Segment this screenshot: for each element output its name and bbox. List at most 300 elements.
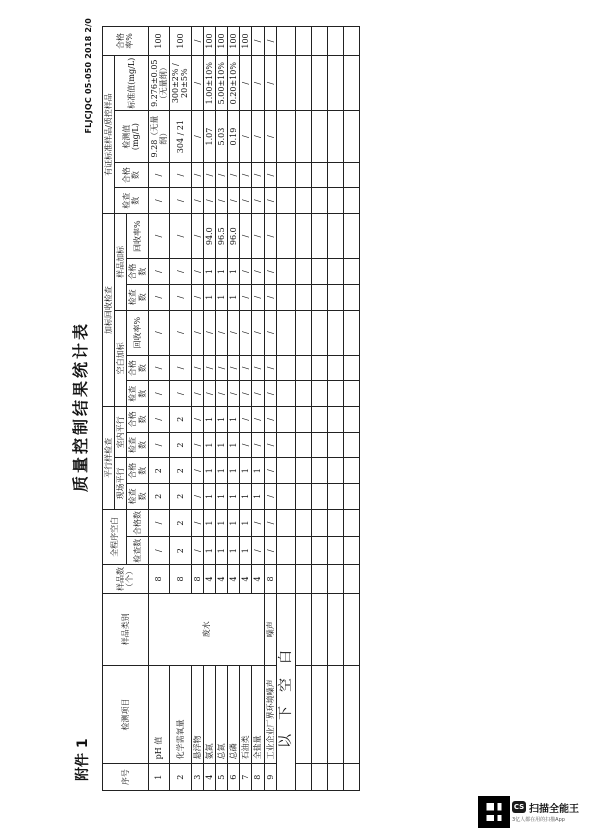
cell-bs-ok: / bbox=[252, 355, 264, 381]
cell-measured: / bbox=[240, 111, 252, 162]
cell-ss-rec: / bbox=[264, 214, 276, 259]
cell-ss-chk: / bbox=[191, 284, 203, 310]
empty-cell bbox=[276, 310, 295, 355]
cell-seq: 7 bbox=[240, 764, 252, 791]
empty-cell bbox=[276, 55, 295, 110]
empty-cell bbox=[343, 565, 359, 594]
empty-cell bbox=[343, 214, 359, 259]
cell-ss-rec: / bbox=[240, 214, 252, 259]
cell-b-ok: / bbox=[252, 509, 264, 537]
cell-std-chk: / bbox=[252, 188, 264, 214]
col-fp-chk: 检查数 bbox=[127, 484, 148, 510]
watermark-logo bbox=[478, 796, 593, 832]
cell-b-chk: / bbox=[264, 537, 276, 565]
cell-ss-chk: / bbox=[170, 284, 191, 310]
attachment-label: 附件 1 bbox=[75, 738, 91, 781]
col-ss-rec: 回收率% bbox=[127, 214, 148, 259]
cell-std-ok: / bbox=[240, 162, 252, 188]
cell-seq: 8 bbox=[252, 764, 264, 791]
cell-standard: 9.276±0.05（无量纲） bbox=[148, 55, 169, 110]
empty-cell bbox=[311, 509, 327, 537]
empty-cell bbox=[343, 665, 359, 764]
empty-cell bbox=[327, 162, 343, 188]
cell-samples: 4 bbox=[203, 565, 215, 594]
cell-seq: 6 bbox=[228, 764, 240, 791]
cell-rate: 100 bbox=[203, 27, 215, 56]
table-row bbox=[170, 27, 191, 791]
cell-ss-ok: 1 bbox=[203, 259, 215, 285]
col-std-qualified: 合格数 bbox=[115, 162, 149, 188]
empty-cell bbox=[327, 188, 343, 214]
cell-ss-rec: / bbox=[148, 214, 169, 259]
empty-cell bbox=[295, 665, 311, 764]
cell-fp-ok: 1 bbox=[252, 458, 264, 484]
cell-b-ok: 1 bbox=[215, 509, 227, 537]
cell-item: 总氮 bbox=[215, 665, 227, 764]
empty-cell bbox=[311, 381, 327, 407]
empty-cell bbox=[311, 214, 327, 259]
empty-cell bbox=[327, 284, 343, 310]
cell-fp-chk: 1 bbox=[252, 484, 264, 510]
cell-seq: 5 bbox=[215, 764, 227, 791]
cell-bs-ok: / bbox=[170, 355, 191, 381]
page-title: 质量控制结果统计表 bbox=[71, 321, 90, 493]
cell-rate: / bbox=[252, 27, 264, 56]
col-b-chk: 检查数 bbox=[127, 537, 148, 565]
cell-standard: 5.00±10% bbox=[215, 55, 227, 110]
col-item: 检测项目 bbox=[103, 665, 149, 764]
col-field-parallel: 现场平行 bbox=[115, 458, 127, 509]
cell-bs-chk: / bbox=[203, 381, 215, 407]
empty-cell bbox=[276, 214, 295, 259]
col-std-group: 有证标准样品/质控样品 bbox=[103, 55, 115, 213]
cell-fp-chk: / bbox=[264, 484, 276, 510]
empty-cell bbox=[295, 537, 311, 565]
cell-measured: 5.03 bbox=[215, 111, 227, 162]
cell-measured: 1.07 bbox=[203, 111, 215, 162]
cell-fp-ok: / bbox=[191, 458, 203, 484]
empty-cell bbox=[327, 484, 343, 510]
cell-fp-ok: 2 bbox=[148, 458, 169, 484]
col-bs-ok: 合格数 bbox=[127, 355, 148, 381]
cell-lp-chk: / bbox=[252, 432, 264, 458]
cell-rate: 100 bbox=[228, 27, 240, 56]
cell-b-chk: 2 bbox=[170, 537, 191, 565]
cell-item: 总磷 bbox=[228, 665, 240, 764]
cell-bs-rec: / bbox=[148, 310, 169, 355]
col-lp-chk: 检查数 bbox=[127, 432, 148, 458]
cell-lp-ok: 2 bbox=[170, 407, 191, 433]
col-lab-parallel: 室内平行 bbox=[115, 407, 127, 458]
empty-cell bbox=[311, 310, 327, 355]
empty-cell bbox=[343, 432, 359, 458]
cell-bs-rec: / bbox=[228, 310, 240, 355]
empty-cell bbox=[295, 432, 311, 458]
cell-measured: 9.28（无量纲） bbox=[148, 111, 169, 162]
cell-standard: / bbox=[264, 55, 276, 110]
cell-standard: 1.00±10% bbox=[203, 55, 215, 110]
cell-bs-rec: / bbox=[170, 310, 191, 355]
cell-std-ok: / bbox=[148, 162, 169, 188]
cell-rate: / bbox=[191, 27, 203, 56]
empty-cell bbox=[276, 381, 295, 407]
col-b-ok: 合格数 bbox=[127, 509, 148, 537]
cell-b-ok: / bbox=[191, 509, 203, 537]
empty-cell bbox=[295, 407, 311, 433]
empty-cell bbox=[327, 55, 343, 110]
empty-cell bbox=[343, 355, 359, 381]
cell-lp-ok: / bbox=[264, 407, 276, 433]
empty-cell bbox=[276, 509, 295, 537]
cell-b-chk: 1 bbox=[215, 537, 227, 565]
empty-cell bbox=[311, 764, 327, 791]
empty-cell bbox=[276, 111, 295, 162]
empty-cell bbox=[276, 188, 295, 214]
empty-cell bbox=[295, 458, 311, 484]
cell-lp-chk: 1 bbox=[228, 432, 240, 458]
empty-cell bbox=[327, 259, 343, 285]
empty-cell bbox=[343, 284, 359, 310]
empty-row bbox=[311, 27, 327, 791]
cell-ss-chk: / bbox=[252, 284, 264, 310]
cell-ss-ok: 1 bbox=[215, 259, 227, 285]
cell-samples: 8 bbox=[170, 565, 191, 594]
empty-cell bbox=[343, 593, 359, 665]
table-row bbox=[191, 27, 203, 791]
cell-fp-ok: 1 bbox=[203, 458, 215, 484]
cell-std-ok: / bbox=[228, 162, 240, 188]
empty-cell bbox=[343, 55, 359, 110]
table-row bbox=[252, 27, 264, 791]
empty-row bbox=[327, 27, 343, 791]
cell-standard: 300±2% / 20±5% bbox=[170, 55, 191, 110]
cell-seq: 3 bbox=[191, 764, 203, 791]
cell-b-chk: / bbox=[148, 537, 169, 565]
empty-cell bbox=[295, 284, 311, 310]
brand-name: 扫描全能王 bbox=[529, 804, 579, 815]
empty-cell bbox=[295, 55, 311, 110]
col-bs-rec: 回收率% bbox=[127, 310, 148, 355]
empty-cell bbox=[295, 111, 311, 162]
col-spike-group: 加标回收检查 bbox=[103, 214, 115, 407]
empty-cell bbox=[311, 162, 327, 188]
cell-item: 工业企业厂界环境噪声 bbox=[264, 665, 276, 764]
empty-cell bbox=[327, 111, 343, 162]
cell-standard: 0.20±10% bbox=[228, 55, 240, 110]
empty-cell bbox=[343, 407, 359, 433]
qc-statistics-table bbox=[102, 26, 360, 791]
col-lp-ok: 合格数 bbox=[127, 407, 148, 433]
cell-bs-chk: / bbox=[252, 381, 264, 407]
cell-rate: 100 bbox=[148, 27, 169, 56]
cell-b-chk: / bbox=[191, 537, 203, 565]
cell-bs-rec: / bbox=[252, 310, 264, 355]
col-std-checked: 检查数 bbox=[115, 188, 149, 214]
cell-fp-ok: 1 bbox=[215, 458, 227, 484]
cell-fp-ok: 2 bbox=[170, 458, 191, 484]
cell-fp-chk: 1 bbox=[228, 484, 240, 510]
cell-samples: 8 bbox=[191, 565, 203, 594]
cell-fp-ok: / bbox=[264, 458, 276, 484]
empty-cell bbox=[311, 55, 327, 110]
empty-cell bbox=[276, 458, 295, 484]
cell-samples: 4 bbox=[252, 565, 264, 594]
empty-cell bbox=[311, 665, 327, 764]
document-code: FLJCJQC 05-050 2018 2/0 bbox=[84, 18, 93, 134]
empty-cell bbox=[343, 27, 359, 56]
cell-bs-rec: / bbox=[264, 310, 276, 355]
cell-lp-chk: 1 bbox=[203, 432, 215, 458]
empty-cell bbox=[311, 111, 327, 162]
cell-samples: 4 bbox=[240, 565, 252, 594]
empty-cell bbox=[311, 259, 327, 285]
cell-ss-ok: / bbox=[252, 259, 264, 285]
cell-bs-chk: / bbox=[240, 381, 252, 407]
cell-fp-chk: 1 bbox=[203, 484, 215, 510]
empty-cell bbox=[276, 27, 295, 56]
cell-std-ok: / bbox=[170, 162, 191, 188]
cell-fp-chk: 1 bbox=[215, 484, 227, 510]
cell-fp-chk: 2 bbox=[170, 484, 191, 510]
empty-cell bbox=[327, 764, 343, 791]
empty-cell bbox=[295, 764, 311, 791]
empty-cell bbox=[295, 310, 311, 355]
empty-cell bbox=[311, 355, 327, 381]
col-category: 样品类别 bbox=[103, 593, 149, 665]
cell-measured: / bbox=[252, 111, 264, 162]
cell-measured: / bbox=[264, 111, 276, 162]
cell-std-chk: / bbox=[240, 188, 252, 214]
cell-rate: 100 bbox=[240, 27, 252, 56]
empty-cell bbox=[327, 509, 343, 537]
cell-bs-rec: / bbox=[215, 310, 227, 355]
cell-seq: 2 bbox=[170, 764, 191, 791]
cell-standard: / bbox=[191, 55, 203, 110]
empty-cell bbox=[311, 188, 327, 214]
empty-cell bbox=[327, 27, 343, 56]
brand-tagline: 3亿人都在用的扫描App bbox=[512, 817, 565, 823]
empty-cell bbox=[276, 259, 295, 285]
cell-bs-ok: / bbox=[148, 355, 169, 381]
empty-cell bbox=[343, 509, 359, 537]
empty-cell bbox=[295, 214, 311, 259]
empty-cell bbox=[276, 284, 295, 310]
cell-seq: 4 bbox=[203, 764, 215, 791]
table-row bbox=[264, 27, 276, 791]
cell-item: 悬浮物 bbox=[191, 665, 203, 764]
empty-cell bbox=[327, 537, 343, 565]
cell-lp-chk: 1 bbox=[215, 432, 227, 458]
empty-cell bbox=[343, 259, 359, 285]
empty-cell bbox=[327, 214, 343, 259]
cell-bs-rec: / bbox=[191, 310, 203, 355]
empty-cell bbox=[295, 381, 311, 407]
col-measured: 检测值(mg/L) bbox=[115, 111, 149, 162]
cell-bs-rec: / bbox=[240, 310, 252, 355]
empty-cell bbox=[295, 509, 311, 537]
empty-cell bbox=[311, 27, 327, 56]
cell-lp-ok: / bbox=[191, 407, 203, 433]
empty-cell bbox=[343, 458, 359, 484]
cell-standard: / bbox=[240, 55, 252, 110]
cell-std-ok: / bbox=[264, 162, 276, 188]
cell-b-ok: / bbox=[148, 509, 169, 537]
cell-lp-chk: / bbox=[148, 432, 169, 458]
cell-b-ok: 1 bbox=[203, 509, 215, 537]
cell-bs-chk: / bbox=[215, 381, 227, 407]
empty-row bbox=[343, 27, 359, 791]
cell-lp-ok: / bbox=[240, 407, 252, 433]
cell-lp-ok: 1 bbox=[203, 407, 215, 433]
cell-item: 化学需氧量 bbox=[170, 665, 191, 764]
empty-cell bbox=[276, 162, 295, 188]
col-ss-chk: 检查数 bbox=[127, 284, 148, 310]
cell-ss-rec: / bbox=[252, 214, 264, 259]
empty-cell bbox=[276, 484, 295, 510]
empty-cell bbox=[327, 432, 343, 458]
cell-b-ok: 1 bbox=[240, 509, 252, 537]
table-row bbox=[215, 27, 227, 791]
empty-cell bbox=[327, 593, 343, 665]
header-row-1 bbox=[103, 27, 115, 791]
col-pass-rate: 合格率% bbox=[103, 27, 149, 56]
blank-note-row bbox=[276, 27, 295, 791]
cell-std-chk: / bbox=[170, 188, 191, 214]
cell-b-ok: 2 bbox=[170, 509, 191, 537]
cell-category-noise: 噪声 bbox=[264, 593, 276, 665]
cell-ss-chk: 1 bbox=[215, 284, 227, 310]
empty-cell bbox=[327, 665, 343, 764]
empty-cell bbox=[327, 407, 343, 433]
qr-code-icon bbox=[478, 796, 510, 828]
cell-bs-chk: / bbox=[148, 381, 169, 407]
table-row bbox=[228, 27, 240, 791]
empty-cell bbox=[295, 565, 311, 594]
col-fp-ok: 合格数 bbox=[127, 458, 148, 484]
cell-ss-rec: / bbox=[170, 214, 191, 259]
empty-cell bbox=[343, 537, 359, 565]
col-sample-spike: 样品加标 bbox=[115, 214, 127, 310]
cs-badge-icon: CS bbox=[513, 803, 525, 811]
cell-item: 氨氮 bbox=[203, 665, 215, 764]
col-blank-spike: 空白加标 bbox=[115, 310, 127, 406]
cell-ss-rec: 96.5 bbox=[215, 214, 227, 259]
table-row bbox=[240, 27, 252, 791]
cell-ss-ok: / bbox=[170, 259, 191, 285]
cell-samples: 4 bbox=[228, 565, 240, 594]
empty-cell bbox=[295, 162, 311, 188]
cell-bs-ok: / bbox=[228, 355, 240, 381]
empty-cell bbox=[343, 764, 359, 791]
cell-lp-ok: / bbox=[252, 407, 264, 433]
empty-cell bbox=[343, 310, 359, 355]
col-sample-count: 样品数（个） bbox=[103, 565, 149, 594]
empty-cell bbox=[327, 381, 343, 407]
cell-standard: / bbox=[252, 55, 264, 110]
cell-item: 石油类 bbox=[240, 665, 252, 764]
cell-std-chk: / bbox=[228, 188, 240, 214]
empty-cell bbox=[295, 259, 311, 285]
cell-lp-ok: 1 bbox=[215, 407, 227, 433]
empty-cell bbox=[276, 432, 295, 458]
col-bs-chk: 检查数 bbox=[127, 381, 148, 407]
cell-measured: / bbox=[191, 111, 203, 162]
empty-cell bbox=[311, 407, 327, 433]
cell-rate: 100 bbox=[170, 27, 191, 56]
cell-bs-chk: / bbox=[191, 381, 203, 407]
empty-cell bbox=[311, 484, 327, 510]
cell-bs-ok: / bbox=[215, 355, 227, 381]
cell-measured: 304 / 21 bbox=[170, 111, 191, 162]
cell-fp-chk: / bbox=[191, 484, 203, 510]
empty-cell bbox=[295, 484, 311, 510]
empty-cell bbox=[311, 432, 327, 458]
table-row bbox=[148, 27, 169, 791]
cell-std-ok: / bbox=[191, 162, 203, 188]
cell-seq: 1 bbox=[148, 764, 169, 791]
empty-cell bbox=[343, 381, 359, 407]
cell-measured: 0.19 bbox=[228, 111, 240, 162]
cell-bs-chk: / bbox=[170, 381, 191, 407]
col-seq: 序号 bbox=[103, 764, 149, 791]
cell-lp-chk: / bbox=[191, 432, 203, 458]
cell-ss-rec: 94.0 bbox=[203, 214, 215, 259]
cell-ss-rec: / bbox=[191, 214, 203, 259]
empty-cell bbox=[311, 458, 327, 484]
cell-ss-ok: / bbox=[191, 259, 203, 285]
cell-fp-chk: 2 bbox=[148, 484, 169, 510]
cell-b-chk: 1 bbox=[203, 537, 215, 565]
cell-ss-ok: / bbox=[148, 259, 169, 285]
cell-samples: 8 bbox=[264, 565, 276, 594]
cell-samples: 8 bbox=[148, 565, 169, 594]
cell-b-ok: / bbox=[264, 509, 276, 537]
cell-b-chk: 1 bbox=[240, 537, 252, 565]
cell-category-water: 废水 bbox=[148, 593, 264, 665]
empty-cell bbox=[311, 537, 327, 565]
col-parallel-group: 平行样检查 bbox=[103, 407, 115, 510]
empty-cell bbox=[311, 593, 327, 665]
empty-cell bbox=[276, 565, 295, 594]
empty-cell bbox=[295, 188, 311, 214]
cell-lp-chk: / bbox=[240, 432, 252, 458]
empty-cell bbox=[327, 565, 343, 594]
cell-rate: 100 bbox=[215, 27, 227, 56]
empty-cell bbox=[295, 593, 311, 665]
cell-bs-ok: / bbox=[191, 355, 203, 381]
cell-std-chk: / bbox=[191, 188, 203, 214]
cell-bs-ok: / bbox=[240, 355, 252, 381]
cell-seq: 9 bbox=[264, 764, 276, 791]
cell-lp-ok: 1 bbox=[228, 407, 240, 433]
empty-row bbox=[295, 27, 311, 791]
cell-rate: / bbox=[264, 27, 276, 56]
cell-ss-rec: 96.0 bbox=[228, 214, 240, 259]
cell-b-chk: / bbox=[252, 537, 264, 565]
cell-lp-ok: / bbox=[148, 407, 169, 433]
empty-cell bbox=[295, 27, 311, 56]
cell-ss-chk: 1 bbox=[203, 284, 215, 310]
table-row bbox=[203, 27, 215, 791]
cell-b-ok: 1 bbox=[228, 509, 240, 537]
empty-cell bbox=[295, 355, 311, 381]
cell-bs-rec: / bbox=[203, 310, 215, 355]
col-blank-group: 全程序空白 bbox=[103, 509, 127, 564]
cell-b-chk: 1 bbox=[228, 537, 240, 565]
rotated-sheet bbox=[62, 14, 532, 799]
cell-fp-ok: 1 bbox=[240, 458, 252, 484]
cell-ss-chk: / bbox=[264, 284, 276, 310]
